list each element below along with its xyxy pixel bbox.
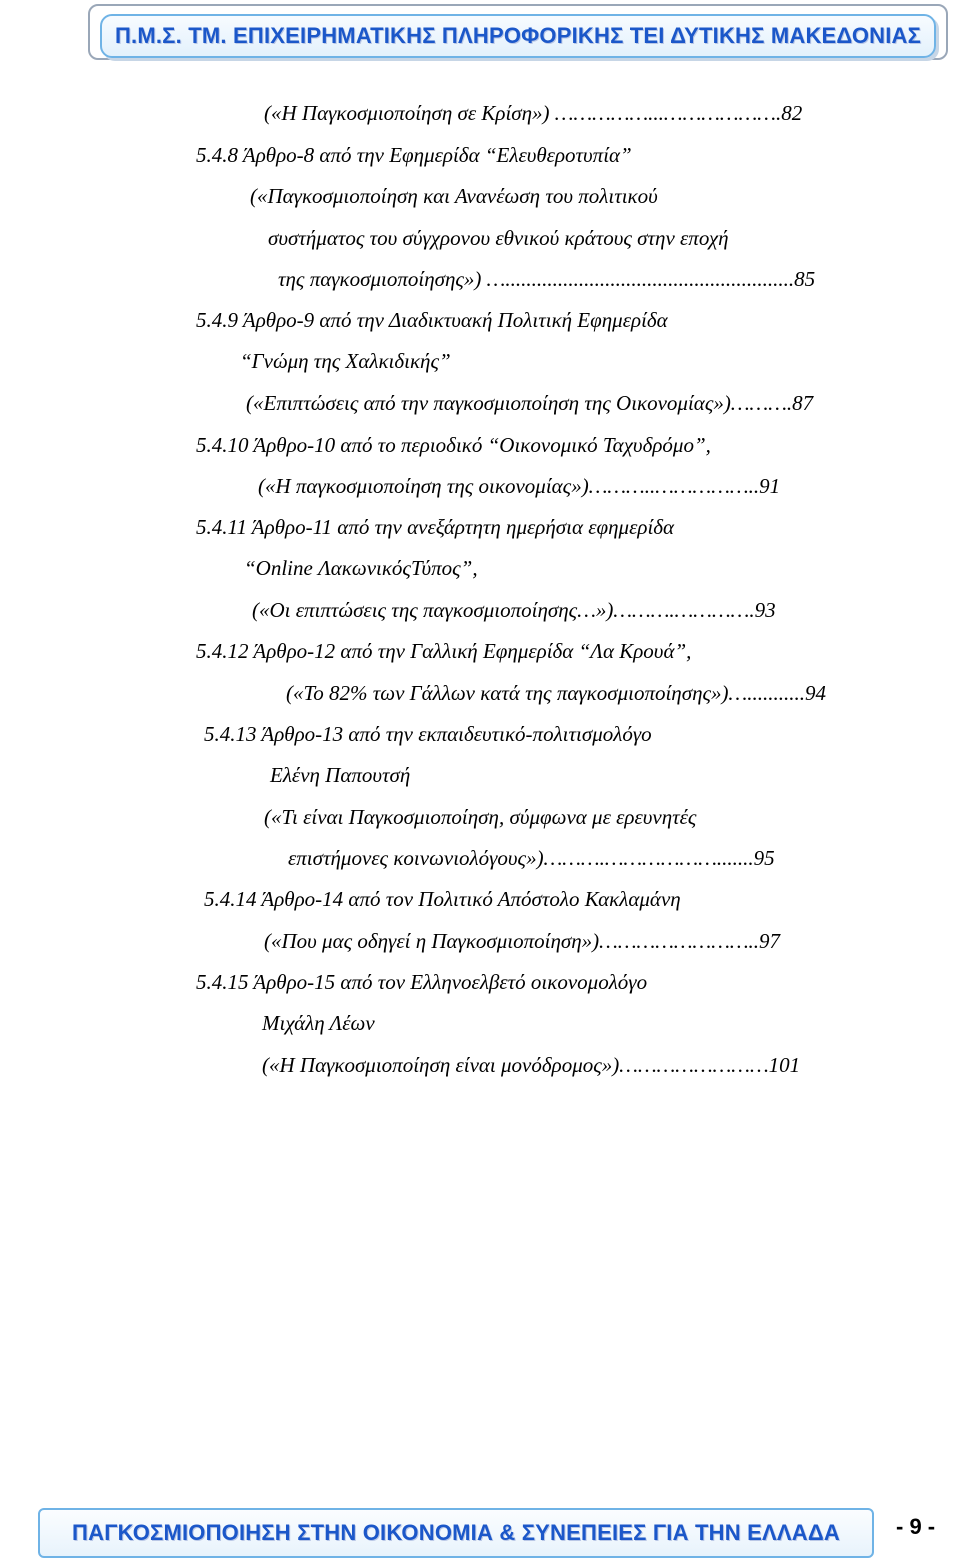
toc-line: επιστήμονες κοινωνιολόγους»)……….……………….......95 <box>288 846 775 870</box>
toc-heading-5-4-8: 5.4.8 Άρθρο-8 από την Εφημερίδα “Ελευθεροτυπία” <box>196 143 632 167</box>
toc-line: («Που μας οδηγεί η Παγκοσμιοποίηση»)……………………..97 <box>264 929 781 953</box>
toc-heading-5-4-12: 5.4.12 Άρθρο-12 από την Γαλλική Εφημερίδα “Λα Κρουά”, <box>196 639 692 663</box>
toc-line: («Τι είναι Παγκοσμιοποίηση, σύμφωνα με ερευνητές <box>264 805 697 829</box>
toc-heading-5-4-14: 5.4.14 Άρθρο-14 από τον Πολιτικό Απόστολο Κακλαμάνη <box>204 887 681 911</box>
toc-line: («Η Παγκοσμιοποίηση σε Κρίση») ……………...……………….82 <box>264 101 803 125</box>
header-title: Π.Μ.Σ. ΤΜ. ΕΠΙΧΕΙΡΗΜΑΤΙΚΗΣ ΠΛΗΡΟΦΟΡΙΚΗΣ ΤΕΙ ΔΥΤΙΚΗΣ ΜΑΚΕΔΟΝΙΑΣ <box>114 23 922 48</box>
toc-line: της παγκοσμιοποίησης») ….......................................................85 <box>278 267 816 291</box>
toc-line: («Παγκοσμιοποίηση και Ανανέωση του πολιτικού <box>250 184 658 208</box>
toc-line: Ελένη Παπουτσή <box>270 763 411 787</box>
toc-line: («Επιπτώσεις από την παγκοσμιοποίηση της Οικονομίας»)……….87 <box>246 391 814 415</box>
toc-heading-5-4-15: 5.4.15 Άρθρο-15 από τον Ελληνοελβετό οικονομολόγο <box>196 970 648 994</box>
toc-line: («Η Παγκοσμιοποίηση είναι μονόδρομος»)……………………101 <box>262 1053 801 1077</box>
toc-heading-5-4-11: 5.4.11 Άρθρο-11 από την ανεξάρτητη ημερήσια εφημερίδα <box>196 515 675 539</box>
toc-heading-5-4-9: 5.4.9 Άρθρο-9 από την Διαδικτυακή Πολιτική Εφημερίδα <box>196 308 668 332</box>
toc-heading-5-4-10: 5.4.10 Άρθρο-10 από το περιοδικό “Οικονομικό Ταχυδρόμο”, <box>196 433 711 457</box>
toc-line: συστήματος του σύγχρονου εθνικού κράτους στην εποχή <box>268 226 729 250</box>
toc-heading-5-4-13: 5.4.13 Άρθρο-13 από την εκπαιδευτικό-πολιτισμολόγο <box>204 722 652 746</box>
toc-line: Μιχάλη Λέων <box>262 1011 375 1035</box>
footer-title: ΠΑΓΚΟΣΜΙΟΠΟΙΗΣΗ ΣΤΗΝ ΟΙΚΟΝΟΜΙΑ & ΣΥΝΕΠΕΙΕΣ ΓΙΑ ΤΗΝ ΕΛΛΑΔΑ <box>72 1520 840 1545</box>
toc-line: “Online ΛακωνικόςΤύπος”, <box>244 556 478 580</box>
toc-line: («Η παγκοσμιοποίηση της οικονομίας»)………..……………..91 <box>258 474 781 498</box>
header-banner <box>100 14 936 58</box>
toc-line: («Οι επιπτώσεις της παγκοσμιοποίησης…»)……….………….93 <box>252 598 776 622</box>
footer-banner <box>38 1508 874 1558</box>
toc-line: («Το 82% των Γάλλων κατά της παγκοσμιοποίησης»)…...........94 <box>286 681 826 705</box>
page-number: - 9 - <box>896 1514 936 1539</box>
toc-line: “Γνώμη της Χαλκιδικής” <box>240 349 451 373</box>
